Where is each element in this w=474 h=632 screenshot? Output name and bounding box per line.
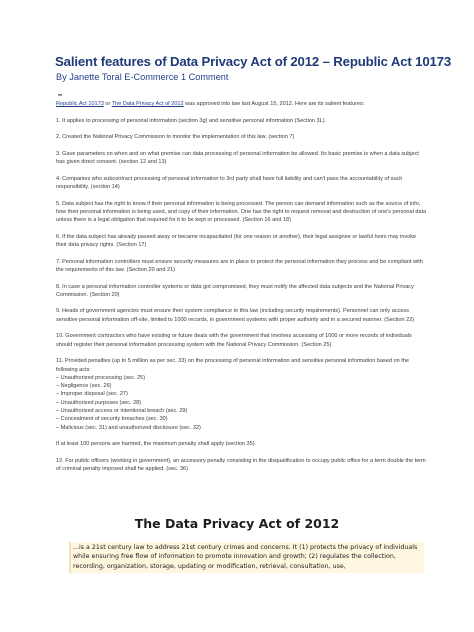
- intro-paragraph: [56, 100, 428, 108]
- article-title: Salient features of Data Privacy Act of 2012 – Republic Act 10173: [55, 54, 452, 69]
- max-penalty-note: If at least 100 persons are harmed, the maximum penalty shall apply (section 35).: [56, 441, 257, 448]
- feature-item-8: 8. In case a personal information controller systems or data got compromised, they must notify the affected data subjects and the National Privacy Commission. (Section 20): [56, 283, 414, 298]
- penalty-act: – Unauthorized purposes (sec. 28): [56, 399, 142, 406]
- byline: [56, 72, 228, 82]
- feature-item-1: 1. It applies to processing of personal information (section 3g) and sensitive personal information (Section 3L).: [56, 117, 327, 124]
- feature-item-11: [56, 357, 428, 432]
- quote-text: ...is a 21st century law to address 21st century crimes and concerns. It (1) protects the privacy of individuals while ensuring free flow of information to promote innovation and growth; (2) regulates the collection, recording, organization, storage, updating or modification, retrieval, consultation, use,: [73, 544, 418, 570]
- penalty-act: – Unauthorized processing (sec. 25): [56, 374, 146, 381]
- feature-item-3: 3. Gave parameters on when and on what premise can data processing of personal information be allowed. Its basic premise is when a data subject has given direct consent. (section 12 and 13): [56, 150, 419, 166]
- penalty-act: – Negligence (sec. 26): [56, 383, 112, 390]
- author-link[interactable]: Janette Toral: [69, 72, 122, 82]
- feature-item-7: 7. Personal information controllers must ensure security measures are in place to protect the personal information they process and be compliant with the requirements of this law. (Section 20 and 21): [56, 258, 423, 273]
- penalty-act: – Malicious (sec. 31) and unauthorized disclosure (sec. 32): [56, 424, 201, 431]
- penalty-act: – Improper disposal (sec. 27): [56, 391, 128, 398]
- category-link[interactable]: E-Commerce: [124, 72, 179, 82]
- share-marker: ■■: [58, 93, 63, 97]
- section-heading: The Data Privacy Act of 2012: [134, 516, 340, 531]
- feature-item-9: 9. Heads of government agencies must ensure their system compliance to this law (including security requirements). Personnel can only access sensitive personal information off-site, limited to 1000 records, in government systems with proper authority and in a secured manner. (Section 22): [56, 308, 415, 323]
- feature-item-12: 12. For public officers (working in government), an accessory penalty consisting in the disqualification to occupy public office for a term double the term of criminal penalty imposed shall he applied. (sec. 36): [56, 457, 426, 473]
- feature-item-2: 2. Created the National Privacy Commission to monitor the implementation of this law. (section 7): [56, 134, 295, 141]
- feature-item-5: 5. Data subject has the right to know if their personal information is being processed. The person can demand information such as the source of info, how their personal information is being used, and copy of their information. One has the right to request removal and destruction of one's personal data unless there is a legal obligation that required for it to be kept or processed. (Section 16 and 18): [56, 200, 427, 224]
- penalty-lead: 11. Provided penalties (up to 5 million as per sec. 33) on the processing of personal information and sensitive personal information based on the following acts:: [56, 358, 409, 373]
- penalty-act: – Concealment of security breaches (sec. 30): [56, 416, 168, 423]
- penalty-act: – Unauthorized access or intentional breach (sec. 29): [56, 407, 188, 414]
- ra-10173-link[interactable]: Republic Act 10173: [56, 101, 104, 107]
- feature-item-6: 6. If the data subject has already passed away or became incapacitated (for one reason or another), their legal assignee or lawful heirs may invoke their data privacy rights. (Section 17): [56, 233, 417, 249]
- byline-prefix: By: [56, 72, 67, 82]
- highlighted-quote: [69, 542, 424, 573]
- feature-item-4: 4. Companies who subcontract processing of personal information to 3rd party shall have full liability and can't pass the accountability of such responsibility. (section 14): [56, 175, 403, 190]
- feature-item-10: 10. Government contractors who have existing or future deals with the government that involves accessing of 1000 or more records of individuals should register their personal information processing system with the National Privacy Commission. (Section 25): [56, 333, 412, 348]
- intro-conjunction: or: [105, 101, 111, 107]
- comments-link[interactable]: 1 Comment: [180, 72, 229, 82]
- article-body: [56, 100, 428, 482]
- data-privacy-act-link[interactable]: The Data Privacy Act of 2012: [111, 101, 184, 107]
- intro-text: was approved into law last August 15, 2012. Here are its salient features:: [185, 101, 365, 107]
